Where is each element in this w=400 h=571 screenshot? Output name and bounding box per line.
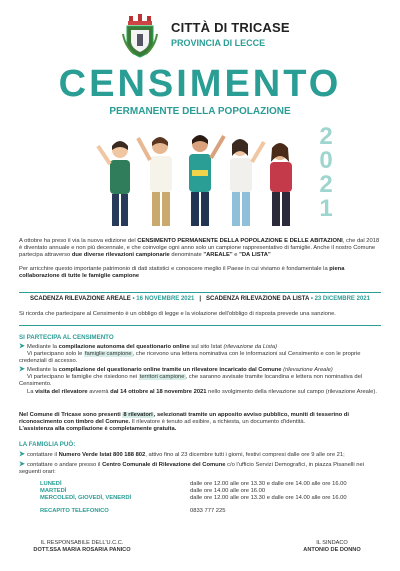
participate-option-1: [19, 343, 383, 366]
arrow-icon: ➤: [19, 366, 25, 373]
text: Il rilevatore è tenuto ad esibire, a richiesta, un documento d'identità.: [130, 419, 306, 426]
text-highlight: territori campione: [139, 374, 185, 381]
arrow-icon: ➤: [19, 461, 25, 468]
rilevatori-paragraph: [19, 412, 383, 434]
opening-hours-table: [40, 481, 347, 515]
deadline-areale-label: SCADENZA RILEVAZIONE AREALE: [30, 296, 131, 302]
text-highlight: famiglie campione: [84, 351, 132, 358]
separator: |: [199, 296, 201, 302]
text-bold: CENSIMENTO PERMANENTE DELLA POPOLAZIONE E DELLE ABITAZIONI: [137, 238, 343, 244]
year-digit: 1: [319, 195, 333, 222]
text-bold: "DA LISTA": [239, 252, 271, 259]
text-bold: piena collaborazione di tutte le famiglie campione: [19, 266, 345, 280]
year-digit: 2: [319, 123, 333, 150]
text-bold: dal 14 ottobre al 18 novembre 2021: [110, 388, 207, 395]
text: contattare il: [27, 452, 59, 458]
text: , attivo fino al 23 dicembre tutti i giorni, festivi compresi dalle ore 9 alle ore 21;: [145, 452, 345, 458]
people-illustration: [80, 116, 320, 228]
text: , che saranno avvisate tramite locandina e lettera non nominativa del Censimento.: [19, 374, 363, 388]
city-crest-logo: [122, 14, 158, 58]
section-heading-family: LA FAMIGLIA PUÒ:: [19, 441, 76, 448]
phone-label: RECAPITO TELEFONICO: [40, 508, 109, 514]
text-highlight: 8 rilevatori: [123, 412, 153, 418]
intro-paragraph-2: [19, 266, 383, 280]
text-bold: visita del rilevatore: [35, 388, 88, 395]
deadline-box: [19, 292, 381, 326]
page-header: [0, 14, 400, 60]
table-row: [40, 495, 347, 502]
table-row: [40, 508, 347, 515]
sub-title: PERMANENTE DELLA POPOLAZIONE: [109, 106, 291, 117]
signer-name: ANTONIO DE DONNO: [303, 547, 361, 553]
hours-value: dalle ore 14.00 alle ore 16.00: [190, 488, 266, 494]
text: avverrà: [87, 388, 111, 395]
signer-role: IL SINDACO: [316, 540, 348, 546]
province-name: PROVINCIA DI LECCE: [171, 38, 266, 48]
signature-left: [22, 540, 142, 554]
text: Vi partecipano le famiglie che risiedono nei: [27, 374, 139, 381]
phone-value: 0833 777 225: [190, 508, 226, 514]
text: contattare o andare presso il: [27, 462, 103, 468]
text: sul sito Istat: [189, 344, 224, 350]
text: Mediante la: [27, 344, 59, 350]
text: nello svolgimento della rilevazione sul campo (rilevazione Areale).: [206, 388, 377, 395]
day-label: MARTEDÌ: [40, 488, 67, 494]
text: Mediante la: [27, 367, 59, 373]
text-italic: (rilevazione Areale): [281, 367, 333, 373]
section-heading-participate: SI PARTECIPA AL CENSIMENTO: [19, 334, 114, 341]
text: , che dal 2018 è diventato annuale e non più decennale, e che coinvolge ogni anno solo un campione rappresentativo di famiglie.: [19, 238, 380, 252]
deadline-areale-date: 16 NOVEMBRE 2021: [136, 296, 195, 302]
hours-value: dalle ore 12.00 alle ore 13.30 e dalle ore 14.00 alle ore 16.00: [190, 495, 347, 501]
participate-option-2: [19, 366, 383, 396]
text: A ottobre ha preso il via la nuova edizione del: [19, 238, 138, 244]
text-bold: compilazione autonoma del questionario online: [58, 344, 190, 350]
text-bold: Numero Verde Istat 800 188 802: [58, 452, 146, 458]
deadline-lista-label: SCADENZA RILEVAZIONE DA LISTA: [206, 296, 310, 302]
deadline-lista-date: 23 DICEMBRE 2021: [314, 296, 370, 302]
signer-role: IL RESPONSABILE DELL'U.C.C.: [40, 540, 124, 546]
day-label: LUNEDÌ: [40, 481, 62, 487]
text: c/o l'ufficio Servizi Demografici, in piazza Pisanelli nei seguenti orari:: [19, 462, 365, 476]
text-bold: Nel Comune di Tricase sono presenti: [19, 412, 123, 418]
year-vertical: [314, 125, 338, 225]
main-title: CENSIMENTO: [58, 63, 342, 105]
intro-paragraph-1: [19, 238, 383, 260]
table-row: [40, 488, 347, 495]
city-name: CITTÀ DI TRICASE: [171, 20, 290, 35]
text-italic: (rilevazione da Lista): [223, 344, 278, 350]
day-label: MERCOLEDÌ, GIOVEDÌ, VENERDÌ: [40, 495, 132, 501]
text: denominate: [169, 252, 204, 259]
text: , che ricevono una lettera nominativa con le informazioni sul Censimento e con le proprie credenziali di accesso.: [19, 351, 361, 365]
arrow-icon: ➤: [19, 343, 25, 350]
text-bold: , selezionati tramite un apposito avviso pubblico, muniti di tesserino di riconoscimento con timbro del Comune.: [19, 412, 349, 426]
obligation-note: Si ricorda che partecipare al Censimento è un obbligo di legge e la violazione dell'obbligo di risposta prevede una sanzione.: [19, 311, 336, 317]
family-option-2: [19, 461, 383, 476]
family-option-1: [19, 451, 383, 459]
text: La: [27, 388, 36, 395]
text-bold: compilazione del questionario online tramite un rilevatore incaricato dal Comune: [58, 367, 282, 373]
year-digit: 0: [319, 147, 333, 174]
hours-value: dalle ore 12.00 alle ore 13.30 e dalle ore 14.00 alle ore 16.00: [190, 481, 347, 487]
text: Vi partecipano solo le: [27, 351, 84, 358]
text-bold: L'assistenza alla compilazione è completamente gratuita.: [19, 426, 177, 433]
table-row: [40, 481, 347, 488]
text-bold: Centro Comunale di Rilevazione del Comune: [102, 462, 226, 468]
year-digit: 2: [319, 171, 333, 198]
arrow-icon: ➤: [19, 451, 25, 458]
text: e: [232, 252, 240, 259]
signer-name: DOTT.SSA MARIA ROSARIA PANICO: [33, 547, 131, 553]
text: Per arricchire questo importante patrimonio di dati statistici e conoscere meglio il Paese in cui viviamo è fondamentale la: [19, 266, 330, 272]
text: Anche il nostro Comune partecipa attraverso: [19, 245, 376, 259]
text-bold: "AREALE": [203, 252, 233, 259]
signature-right: [282, 540, 382, 554]
text-bold: due diverse rilevazioni campionarie: [71, 252, 170, 259]
deadline-line: SCADENZA RILEVAZIONE AREALE • 16 NOVEMBRE 2021 | SCADENZA RILEVAZIONE DA LISTA • 23 DICEMBRE 2021: [30, 296, 370, 302]
